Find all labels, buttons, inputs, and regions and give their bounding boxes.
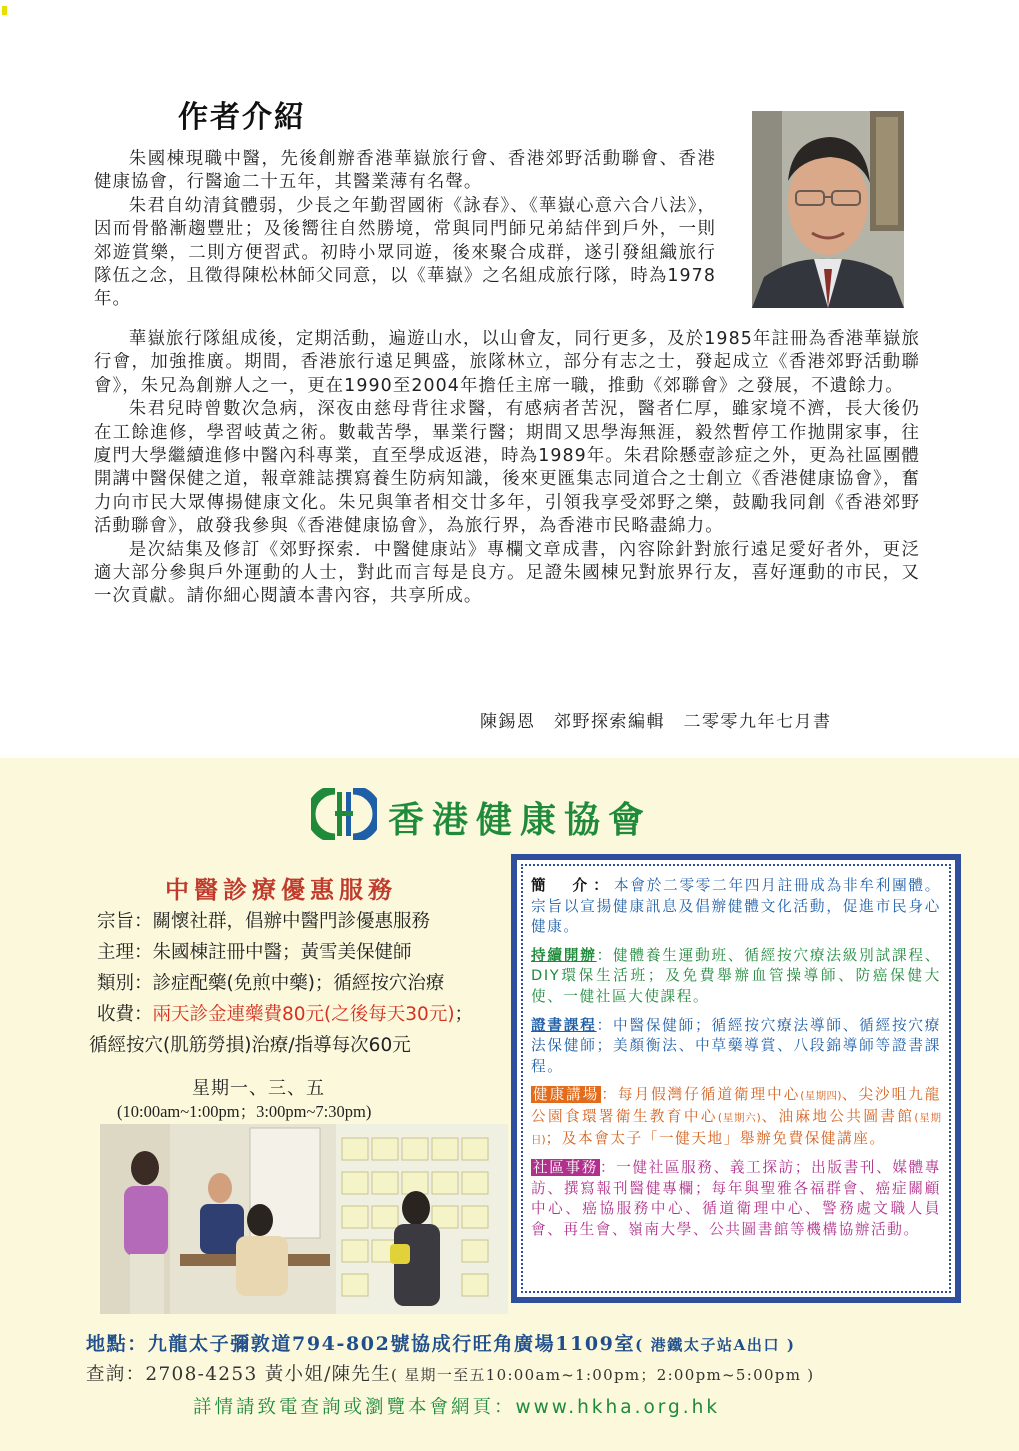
association-logo [311,788,377,840]
community-text: ：一健社區服務、義工探訪；出版書刊、媒體專訪、撰寫報刊醫健專欄；每年與聖雅各福群會、癌症關顧中心、癌協服務中心、循道衛理中心、警務處文職人員會、再生會、嶺南大學、公共圖書館等機構協辦活動。 [531,1159,941,1238]
certificates-text: ：中醫保健師；循經按穴療法導師、循經按穴療法保健師；美顏衡法、中草藥導賞、八段錦導師等證書課程。 [531,1016,941,1075]
fee-highlight: 兩天診金連藥費80元(之後每天30元) [152,1004,455,1025]
contact-note: ( 星期一至五10:00am~1:00pm；2:00pm~5:00pm ) [391,1366,815,1384]
certificates-label: 證書課程 [531,1016,597,1034]
service-details [89,906,517,1061]
intro-label: 簡 介： [531,877,615,894]
intro-text-narrow [94,148,716,312]
intro-title: 作者介紹 [178,100,306,135]
info-box [511,854,961,1303]
info-talks [531,1085,941,1150]
service-title: 中醫診療優惠服務 [165,875,397,904]
contact-text: 查詢：2708-4253 黃小姐/陳先生 [86,1364,392,1385]
address-text: 地點：九龍太子彌敦道794-802號協成行旺角廣場1109室 [86,1333,636,1355]
intro-paragraph: 朱君兒時曾數次急病，深夜由慈母背往求醫，有感病者苦況，醫者仁厚，雖家境不濟，長大後仍在工餘進修，學習岐黃之術。數載苦學，畢業行醫；期間又思學海無涯，毅然暫停工作拋開家事，往廈門大學繼續進修中醫內科專業，直至學成返港，時為1989年。朱君除懸壺診症之外，更為社區團體開講中醫保健之道，報章雜誌撰寫養生防病知識，後來更匯集志同道合之士創立《香港健康協會》，奮力向市民大眾傳揚健康文化。朱兄與筆者相交廿多年，引領我享受郊野之樂，鼓勵我同創《香港郊野活動聯會》，啟發我參與《香港健康協會》，為旅行界，為香港市民略盡綿力。 [94,399,920,537]
service-manager: 主理：朱國棟註冊中醫；黃雪美保健師 [97,942,412,963]
signature: 陳錫恩 郊野探索編輯 二零零九年七月書 [480,712,832,732]
talks-label: 健康講場 [533,1086,600,1104]
courses-label: 持續開辦 [531,946,597,964]
info-courses [531,946,941,1008]
talks-text: 、尖沙咀九龍公園食環署衛生教育中心 [531,1086,941,1125]
courses-text: ：健體養生運動班、循經按穴療法級別試課程、DIY環保生活班；及免費舉辦血管操導師、防癌保健大使、一健社區大使課程。 [531,946,941,1005]
talks-day: (星期四) [800,1090,842,1103]
talks-text: ；及本會太子「一健天地」舉辦免費保健講座。 [545,1129,886,1147]
contact [86,1360,814,1386]
intro-paragraph: 華嶽旅行隊組成後，定期活動，遍遊山水，以山會友，同行更多，及於1985年註冊為香港華嶽旅行會，加強推廣。期間，香港旅行遠足興盛，旅隊林立，部分有志之士，發起成立《香港郊野活動聯會》，朱兄為創辦人之一，更在1990至2004年擔任主席一職，推動《郊聯會》之發展，不遺餘力。 [94,329,920,396]
intro-paragraph: 是次結集及修訂《郊野探索．中醫健康站》專欄文章成書，內容除針對旅行遠足愛好者外，更泛適大部分參與戶外運動的人士，對此而言每是良方。足證朱國棟兄對旅界行友，喜好運動的市民，又一次貢獻。請你細心閱讀本書內容，共享所成。 [94,539,920,607]
community-label: 社區事務 [533,1159,598,1177]
clinic-photo [100,1124,508,1314]
address-note: ( 港鐵太子站A出口 ) [635,1336,796,1354]
author-photo [752,111,904,308]
intro-paragraph: 朱君自幼清貧體弱，少長之年勤習國術《詠春》、《華嶽心意六合八法》，因而骨骼漸趨豐壯；及後嚮往自然勝境，常與同門師兄弟結伴到戶外，一則郊遊賞樂，二則方便習武。初時小眾同遊，後來聚合成群，遂引發組織旅行隊伍之念，且徵得陳松林師父同意，以《華嶽》之名組成旅行隊，時為1978年。 [94,195,716,310]
intro-text-wide [94,328,920,609]
service-purpose: 宗旨：關懷社群，倡辦中醫門診優惠服務 [97,911,431,932]
intro-paragraph: 朱國棟現職中醫，先後創辦香港華嶽旅行會、香港郊野活動聯會、香港健康協會，行醫逾二十五年，其醫業薄有名聲。 [94,149,716,193]
address [86,1329,796,1356]
info-community [531,1158,941,1240]
fee-label: 收費： [97,1004,153,1025]
association-name: 香港健康協會 [388,799,653,841]
talks-day: (星期六) [717,1111,761,1124]
intro-text: 本會於二零零二年四月註冊成為非牟利團體。宗旨以宣揚健康訊息及倡辦健體文化活動，促進市民身心健康。 [531,877,941,936]
service-category: 類別：診症配藥(免煎中藥)；循經按穴治療 [97,973,445,994]
talks-text: ：每月假灣仔循道衛理中心 [601,1086,801,1104]
info-certificates [531,1016,941,1078]
service-days: 星期一、三、五 [192,1078,325,1099]
info-box-content [531,876,941,1249]
service-fee-line2: 循經按穴(肌筋勞損)治療/指導每次60元 [89,1035,411,1056]
info-intro [531,876,941,938]
talks-text: 、油麻地公共圖書館 [760,1107,915,1125]
fee-end: ； [454,1004,474,1025]
service-fee [97,999,517,1030]
website-line: 詳情請致電查詢或瀏覽本會網頁：www.hkha.org.hk [193,1397,721,1418]
registration-mark [2,6,7,15]
service-hours: (10:00am~1:00pm；3:00pm~7:30pm) [117,1102,372,1121]
talks-day: (星期日) [531,1111,941,1146]
